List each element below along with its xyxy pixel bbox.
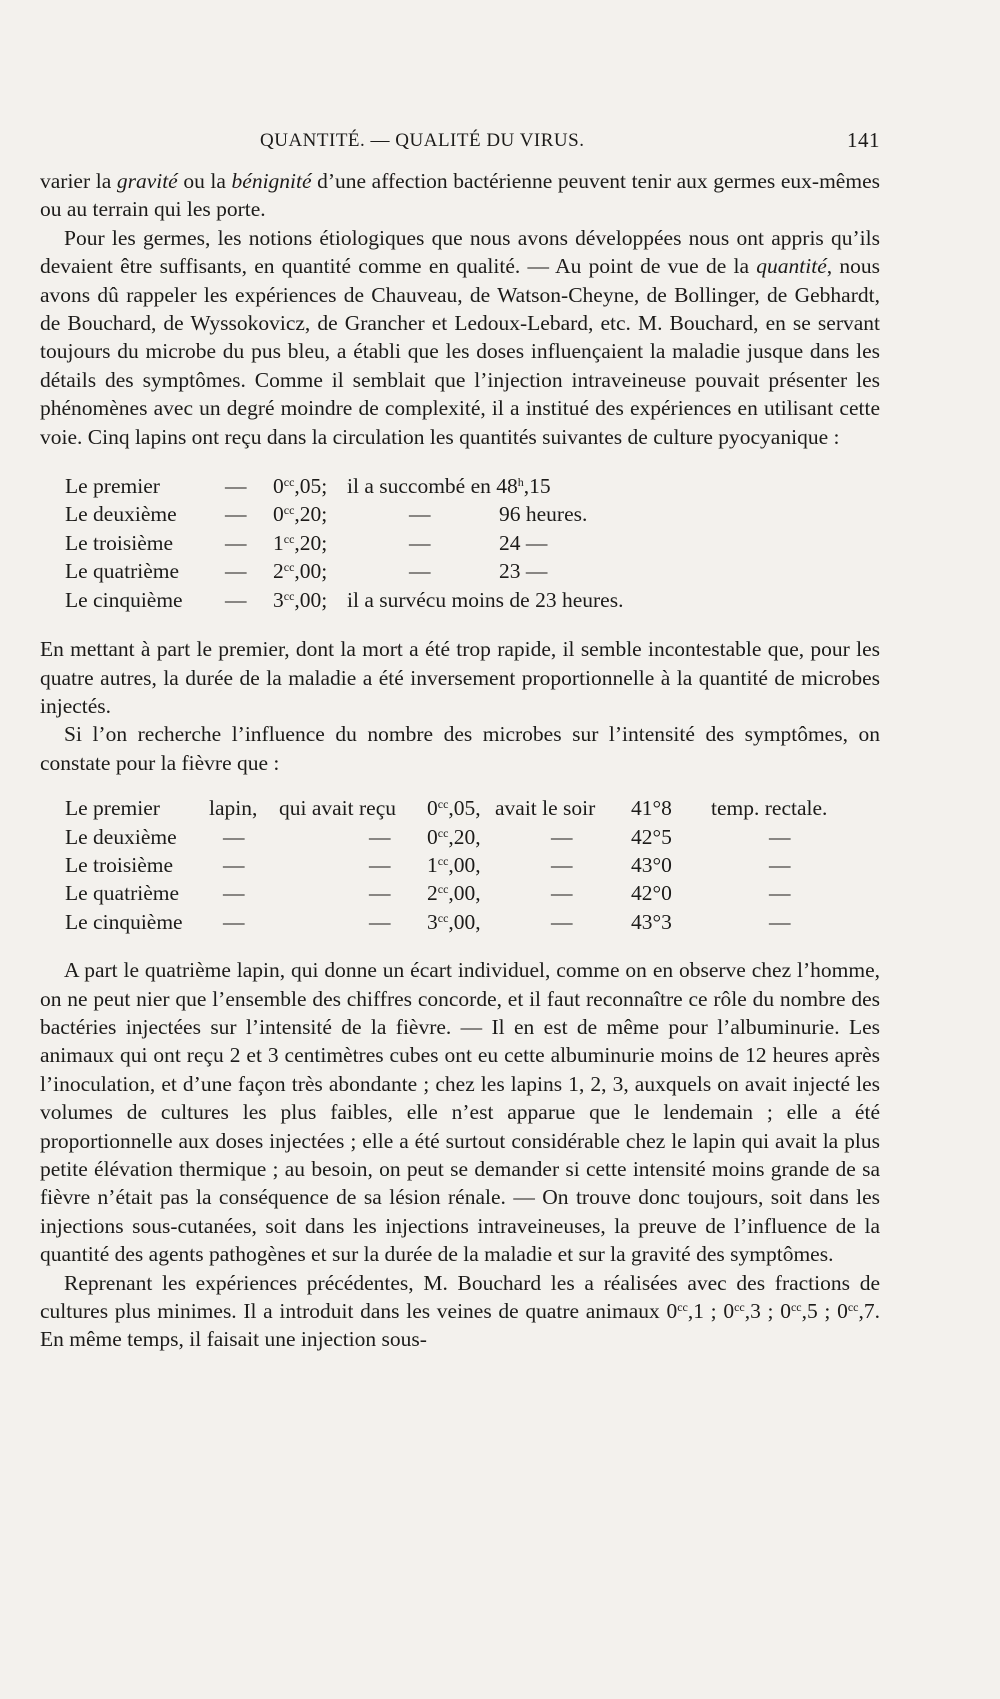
temperature-table xyxy=(65,794,827,936)
table-row: Le quatrième — — $2^{cc},00$, — 42°0 — xyxy=(65,881,791,906)
emphasis-benignite: bénignité xyxy=(231,169,312,193)
emphasis-quantite: quantité xyxy=(756,254,827,279)
table-row: Le deuxième — $0^{cc},20$; — 96 heures. xyxy=(65,502,588,527)
body-text xyxy=(40,167,880,1354)
dose-table xyxy=(65,472,623,614)
emphasis-gravite: gravité xyxy=(116,169,178,193)
table-row: Le deuxième — — $0^{cc},20$, — 42°5 — xyxy=(65,824,791,849)
paragraph-3: En mettant à part le premier, dont la mort a été trop rapide, il semble incontestable que, pour les quatre autres, la durée de la maladie a été inversement proportionnelle à la quantité de microbes injectés. xyxy=(40,637,880,718)
table-row: Le cinquième — — $3^{cc},00$, — 43°3 — xyxy=(65,909,791,934)
table-row: Le premier lapin, qui avait reçu $0^{cc},05$, avait le soir 41°8 temp. rectale. xyxy=(65,796,828,821)
table-row: Le quatrième — $2^{cc},00$; — 23 — xyxy=(65,559,548,584)
table-row: Le cinquième — $3^{cc},00$; il a survécu moins de 23 heures. xyxy=(65,587,624,612)
table-row: Le troisième — $1^{cc},20$; — 24 — xyxy=(65,530,548,555)
page-number: 141 xyxy=(847,128,880,152)
paragraph-1: varier la gravité ou la bénignité d’une affection bactérienne peuvent tenir aux germes eux-mêmes ou au terrain qui les porte. xyxy=(40,169,880,222)
paragraph-6: Reprenant les expériences précédentes, M. Bouchard les a réalisées avec des fractions de cultures plus minimes. Il a introduit dans les veines de quatre animaux $0^{cc},1$ ; $0^{cc},3$ ; $0^{cc},5$ ; $0^{cc},7$. En même temps, il faisait une injection sous- xyxy=(40,1270,880,1352)
paragraph-5: A part le quatrième lapin, qui donne un écart individuel, comme on en observe chez l’homme, on ne peut nier que l’ensemble des chiffres concorde, et il faut reconnaître ce rôle du nombre des bactéries injectées sur l’intensité de la fièvre. — Il en est de même pour l’albuminurie. Les animaux qui ont reçu 2 et 3 centimètres cubes ont eu cette albuminurie moins de 12 heures après l’inoculation, et d’une façon très abondante ; chez les lapins 1, 2, 3, auxquels on avait injecté les volumes de cultures les plus faibles, elle n’est apparue que le lendemain ; elle a été proportionnelle aux doses injectées ; elle a été surtout considérable chez le lapin qui avait la plus petite élévation thermique ; au besoin, on peut se demander si cette intensité moins grande de sa fièvre n’était pas la conséquence de sa lésion rénale. — On trouve donc toujours, soit dans les injections sous-cutanées, soit dans les injections intraveineuses, la preuve de l’influence de la quantité des agents pathogènes et sur la durée de la maladie et sur la gravité des symptômes. xyxy=(40,958,880,1267)
running-title: QUANTITÉ. — QUALITÉ DU VIRUS. xyxy=(260,130,585,151)
paragraph-2: Pour les germes, les notions étiologiques que nous avons développées nous ont appris qu’ils devaient être suffisants, en quantité comme en qualité. — Au point de vue de la quantité, nous avons dû rappeler les expériences de Chauveau, de Watson-Cheyne, de Bollinger, de Gebhardt, de Bouchard, de Wyssokovicz, de Grancher et Ledoux-Lebard, etc. M. Bouchard, en se servant toujours du microbe du pus bleu, a établi que les doses influençaient la maladie jusque dans les détails des symptômes. Comme il semblait que l’injection intraveineuse pouvait présenter les phénomènes avec un degré moindre de complexité, il a institué des expériences en utilisant cette voie. Cinq lapins ont reçu dans la circulation les quantités suivantes de culture pyocyanique : xyxy=(40,225,881,449)
table-row: Le troisième — — $1^{cc},00$, — 43°0 — xyxy=(65,852,791,877)
table-row: Le premier — $0^{cc},05$; il a succombé en 48$^h$,15 xyxy=(65,474,551,499)
paragraph-4: Si l’on recherche l’influence du nombre des microbes sur l’intensité des symptômes, on constate pour la fièvre que : xyxy=(40,722,880,775)
